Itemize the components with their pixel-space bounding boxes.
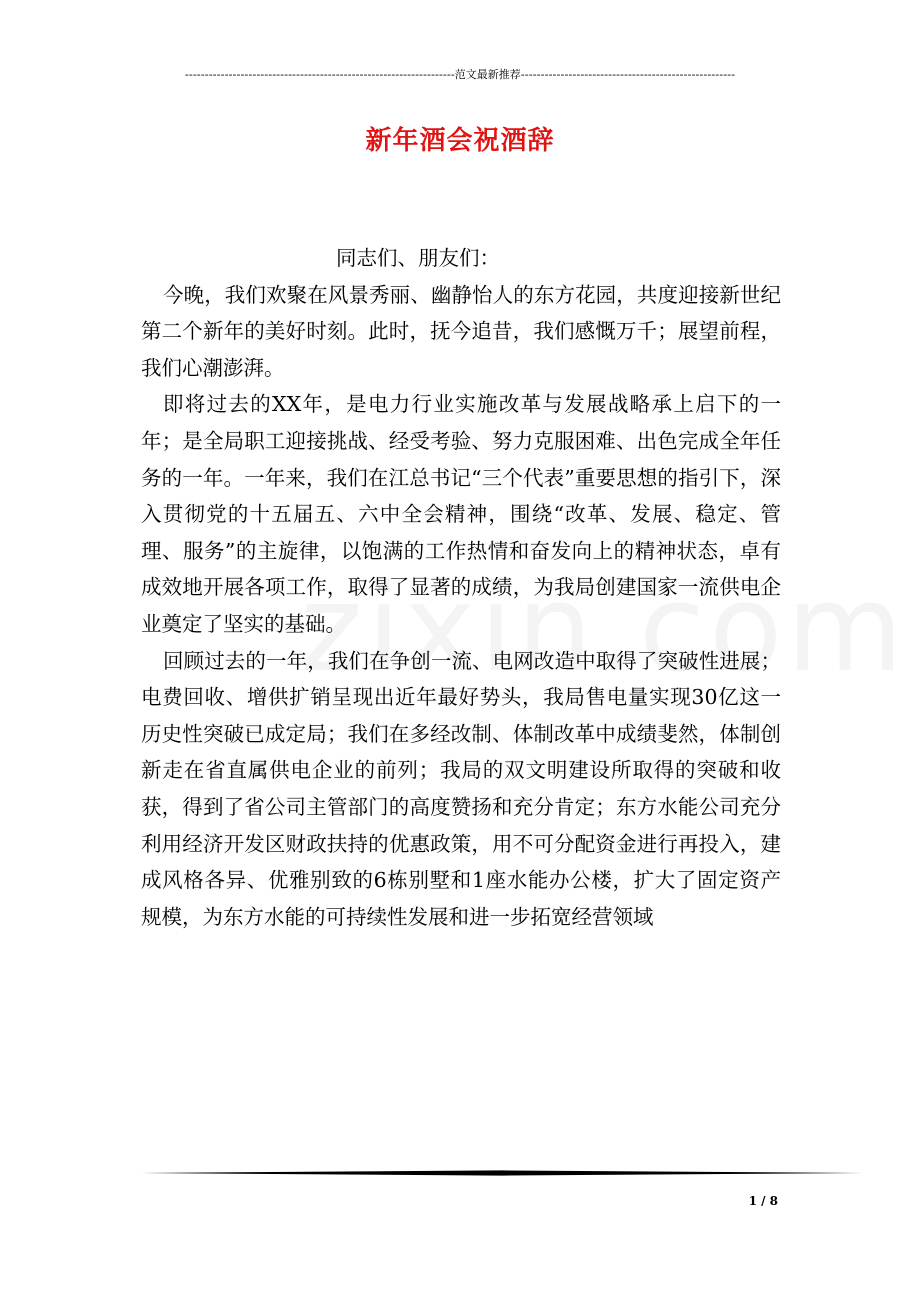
paragraph-3: 回顾过去的一年，我们在争创一流、电网改造中取得了突破性进展；电费回收、增供扩销呈现出近年最好势头，我局售电量实现30亿这一历史性突破已成定局；我们在多经改制、体制改革中成绩斐然，体制创新走在省直属供电企业的前列；我局的双文明建设所取得的突破和收获，得到了省公司主管部门的高度赞扬和充分肯定；东方水能公司充分利用经济开发区财政扶持的优惠政策，用不可分配资金进行再投入，建成风格各异、优雅别致的6栋别墅和1座水能办公楼，扩大了固定资产规模，为东方水能的可持续性发展和进一步拓宽经营领域 — [141, 648, 781, 929]
footer-rule — [141, 1170, 863, 1176]
paragraph-2: 即将过去的XX年，是电力行业实施改革与发展战略承上启下的一年；是全局职工迎接挑战、经受考验、努力克服困难、出色完成全年任务的一年。一年来，我们在江总书记“三个代表”重要思想的指引下，深入贯彻党的十五届五、六中全会精神，围绕“改革、发展、稳定、管理、服务”的主旋律，以饱满的工作热情和奋发向上的精神状态，卓有成效地开展各项工作，取得了显著的成绩，为我局创建国家一流供电企业奠定了坚实的基础。 — [141, 392, 781, 636]
greeting: 同志们、朋友们： — [336, 246, 500, 270]
paragraph-1: 今晚，我们欢聚在风景秀丽、幽静怡人的东方花园，共度迎接新世纪第二个新年的美好时刻。此时，抚今追昔，我们感慨万千；展望前程，我们心潮澎湃。 — [141, 282, 781, 380]
document-title: 新年酒会祝酒辞 — [365, 126, 555, 156]
document-body — [141, 240, 781, 935]
header-banner: --------------------------------------------------------------------范文最新推荐------------------------------------------------------ — [184, 68, 736, 81]
page-number: 1 / 8 — [748, 1194, 778, 1208]
